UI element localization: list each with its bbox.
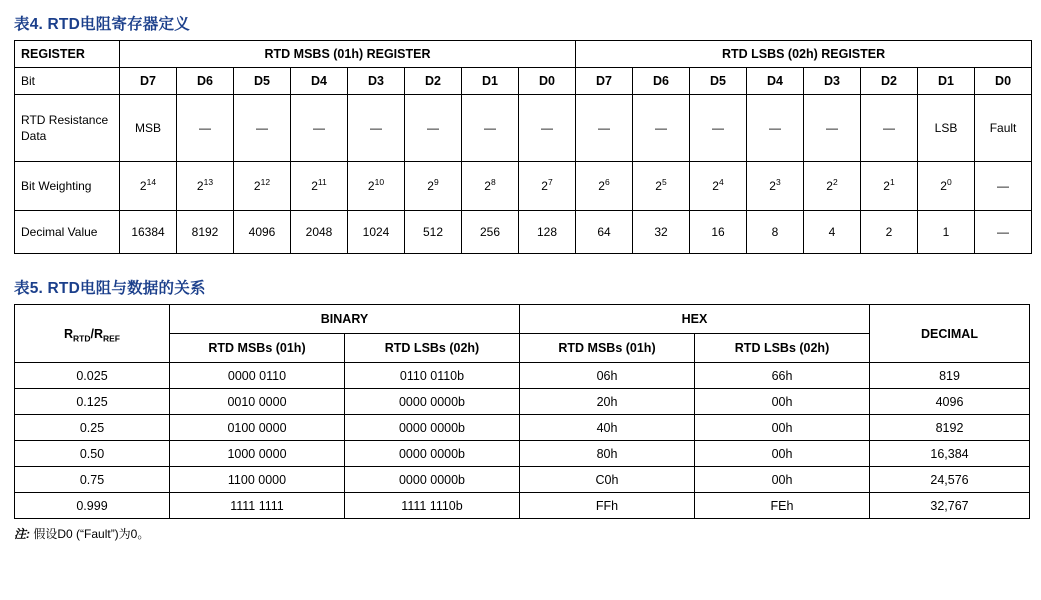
cell-hex-msb: C0h [520,467,695,493]
cell: — [975,162,1032,211]
table4-header-msbs: RTD MSBS (01h) REGISTER [120,41,576,68]
bit-label: D2 [405,68,462,95]
ratio-main: R [63,326,74,341]
cell-ratio: 0.75 [15,467,170,493]
weight-base: 2 [427,179,434,193]
cell [633,162,690,211]
cell-bin-lsb: 0000 0000b [345,441,520,467]
weight-base: 2 [311,179,318,193]
weight-exponent: 8 [490,177,496,187]
table-row [15,305,1030,334]
cell: LSB [918,95,975,162]
rtd-resistance-data-relationship-table [14,304,1030,519]
weight-base: 2 [883,179,890,193]
cell [576,162,633,211]
table5-subheader-bin-lsb: RTD LSBs (02h) [345,334,520,363]
bit-label: D5 [234,68,291,95]
cell: — [861,95,918,162]
cell-bin-lsb: 1111 1110b [345,493,520,519]
table4-bit-row-label: Bit [15,68,120,95]
bit-label: D3 [348,68,405,95]
weight-base: 2 [598,179,605,193]
cell: — [291,95,348,162]
weight-base: 2 [196,179,204,193]
note-text: 假设D0 (“Fault”)为0。 [33,527,150,541]
cell: Fault [975,95,1032,162]
bit-label: D5 [690,68,747,95]
section-spacer [12,254,1029,272]
bit-label: D7 [120,68,177,95]
table-row [15,467,1030,493]
weight-base: 2 [769,179,776,193]
cell: — [234,95,291,162]
cell-hex-lsb: 00h [695,389,870,415]
weight-base: 2 [826,179,833,193]
cell: 512 [405,211,462,254]
cell: 1024 [348,211,405,254]
bit-label: D1 [918,68,975,95]
table5-subheader-hex-msb: RTD MSBs (01h) [520,334,695,363]
cell-bin-msb: 0000 0110 [170,363,345,389]
cell: — [177,95,234,162]
cell-ratio: 0.999 [15,493,170,519]
cell [405,162,462,211]
cell: — [519,95,576,162]
cell [804,162,861,211]
cell-decimal: 16,384 [870,441,1030,467]
cell: 16 [690,211,747,254]
bit-label: D4 [747,68,804,95]
bit-label: D6 [633,68,690,95]
bit-label: D2 [861,68,918,95]
ratio-slash: /R [90,326,103,341]
weight-base: 2 [940,179,947,193]
table4-header-lsbs: RTD LSBS (02h) REGISTER [576,41,1032,68]
cell: 256 [462,211,519,254]
table-row [15,41,1032,68]
cell-bin-lsb: 0000 0000b [345,467,520,493]
cell-bin-msb: 1111 1111 [170,493,345,519]
cell [462,162,519,211]
weight-exponent: 10 [374,177,385,187]
cell [120,162,177,211]
cell-hex-lsb: 00h [695,467,870,493]
table4-header-register: REGISTER [15,41,120,68]
cell-hex-lsb: 66h [695,363,870,389]
row-label-bit-weighting: Bit Weighting [15,162,120,211]
cell-ratio: 0.125 [15,389,170,415]
weight-base: 2 [139,179,147,193]
cell-bin-lsb: 0000 0000b [345,389,520,415]
table-row [15,389,1030,415]
table5-header-binary: BINARY [170,305,520,334]
weight-exponent: 0 [946,177,952,187]
weight-base: 2 [484,179,491,193]
cell [918,162,975,211]
cell-bin-msb: 0100 0000 [170,415,345,441]
bit-label: D3 [804,68,861,95]
cell-hex-msb: 20h [520,389,695,415]
cell-hex-msb: 40h [520,415,695,441]
cell: MSB [120,95,177,162]
cell [519,162,576,211]
table5-header-decimal: DECIMAL [870,305,1030,363]
cell: 4 [804,211,861,254]
table-row [15,441,1030,467]
note-prefix: 注: [14,527,30,541]
weight-exponent: 13 [203,177,214,187]
cell: 8192 [177,211,234,254]
cell: 64 [576,211,633,254]
cell: 32 [633,211,690,254]
table5-header-ratio [15,305,170,363]
row-label-decimal-value: Decimal Value [15,211,120,254]
cell [348,162,405,211]
cell-decimal: 4096 [870,389,1030,415]
cell [690,162,747,211]
cell: — [633,95,690,162]
cell: — [405,95,462,162]
cell-bin-msb: 1100 0000 [170,467,345,493]
weight-exponent: 14 [146,177,157,187]
cell: — [690,95,747,162]
row-label-rtd-resistance-data: RTD Resistance Data [15,95,120,162]
weight-base: 2 [541,179,548,193]
weight-exponent: 5 [661,177,667,187]
cell-hex-lsb: 00h [695,441,870,467]
cell: 2048 [291,211,348,254]
ratio-sub-ref: REF [103,333,120,343]
weight-base: 2 [712,179,719,193]
table5-title: 表5. RTD电阻与数据的关系 [14,280,206,297]
weight-exponent: 3 [775,177,781,187]
table-row [15,95,1032,162]
cell: — [747,95,804,162]
cell: — [462,95,519,162]
bit-label: D1 [462,68,519,95]
cell: 8 [747,211,804,254]
bit-label: D7 [576,68,633,95]
table-row [15,363,1030,389]
cell: — [348,95,405,162]
bit-label: D0 [519,68,576,95]
weight-exponent: 1 [889,177,895,187]
bit-label: D4 [291,68,348,95]
table5-subheader-hex-lsb: RTD LSBs (02h) [695,334,870,363]
cell: — [975,211,1032,254]
cell-bin-lsb: 0110 0110b [345,363,520,389]
cell-hex-lsb: 00h [695,415,870,441]
table-row [15,68,1032,95]
weight-exponent: 9 [433,177,439,187]
weight-exponent: 2 [832,177,838,187]
weight-exponent: 6 [604,177,610,187]
table5-note [14,525,1029,542]
ratio-sub-rtd: RTD [73,333,91,343]
table4-title: 表4. RTD电阻寄存器定义 [14,16,190,33]
cell [291,162,348,211]
cell [177,162,234,211]
bit-label: D0 [975,68,1032,95]
weight-exponent: 4 [718,177,724,187]
cell-hex-msb: 06h [520,363,695,389]
cell [234,162,291,211]
cell: 128 [519,211,576,254]
rtd-register-definition-table [14,40,1032,254]
cell-ratio: 0.50 [15,441,170,467]
table-row [15,493,1030,519]
table-row [15,211,1032,254]
cell: — [576,95,633,162]
cell-decimal: 819 [870,363,1030,389]
table-row [15,415,1030,441]
cell-decimal: 24,576 [870,467,1030,493]
cell-decimal: 8192 [870,415,1030,441]
bit-label: D6 [177,68,234,95]
cell-hex-msb: 80h [520,441,695,467]
cell [861,162,918,211]
weight-base: 2 [367,179,375,193]
cell: 1 [918,211,975,254]
cell: 16384 [120,211,177,254]
cell-bin-msb: 1000 0000 [170,441,345,467]
cell-bin-msb: 0010 0000 [170,389,345,415]
cell-hex-lsb: FEh [695,493,870,519]
cell: 2 [861,211,918,254]
weight-base: 2 [253,179,261,193]
cell-ratio: 0.025 [15,363,170,389]
weight-base: 2 [655,179,662,193]
cell: 4096 [234,211,291,254]
cell: — [804,95,861,162]
cell-bin-lsb: 0000 0000b [345,415,520,441]
weight-exponent: 12 [260,177,271,187]
cell-hex-msb: FFh [520,493,695,519]
weight-exponent: 7 [547,177,553,187]
table5-subheader-bin-msb: RTD MSBs (01h) [170,334,345,363]
cell-ratio: 0.25 [15,415,170,441]
cell-decimal: 32,767 [870,493,1030,519]
weight-exponent: 11 [317,177,327,187]
cell [747,162,804,211]
table-row [15,162,1032,211]
table5-header-hex: HEX [520,305,870,334]
